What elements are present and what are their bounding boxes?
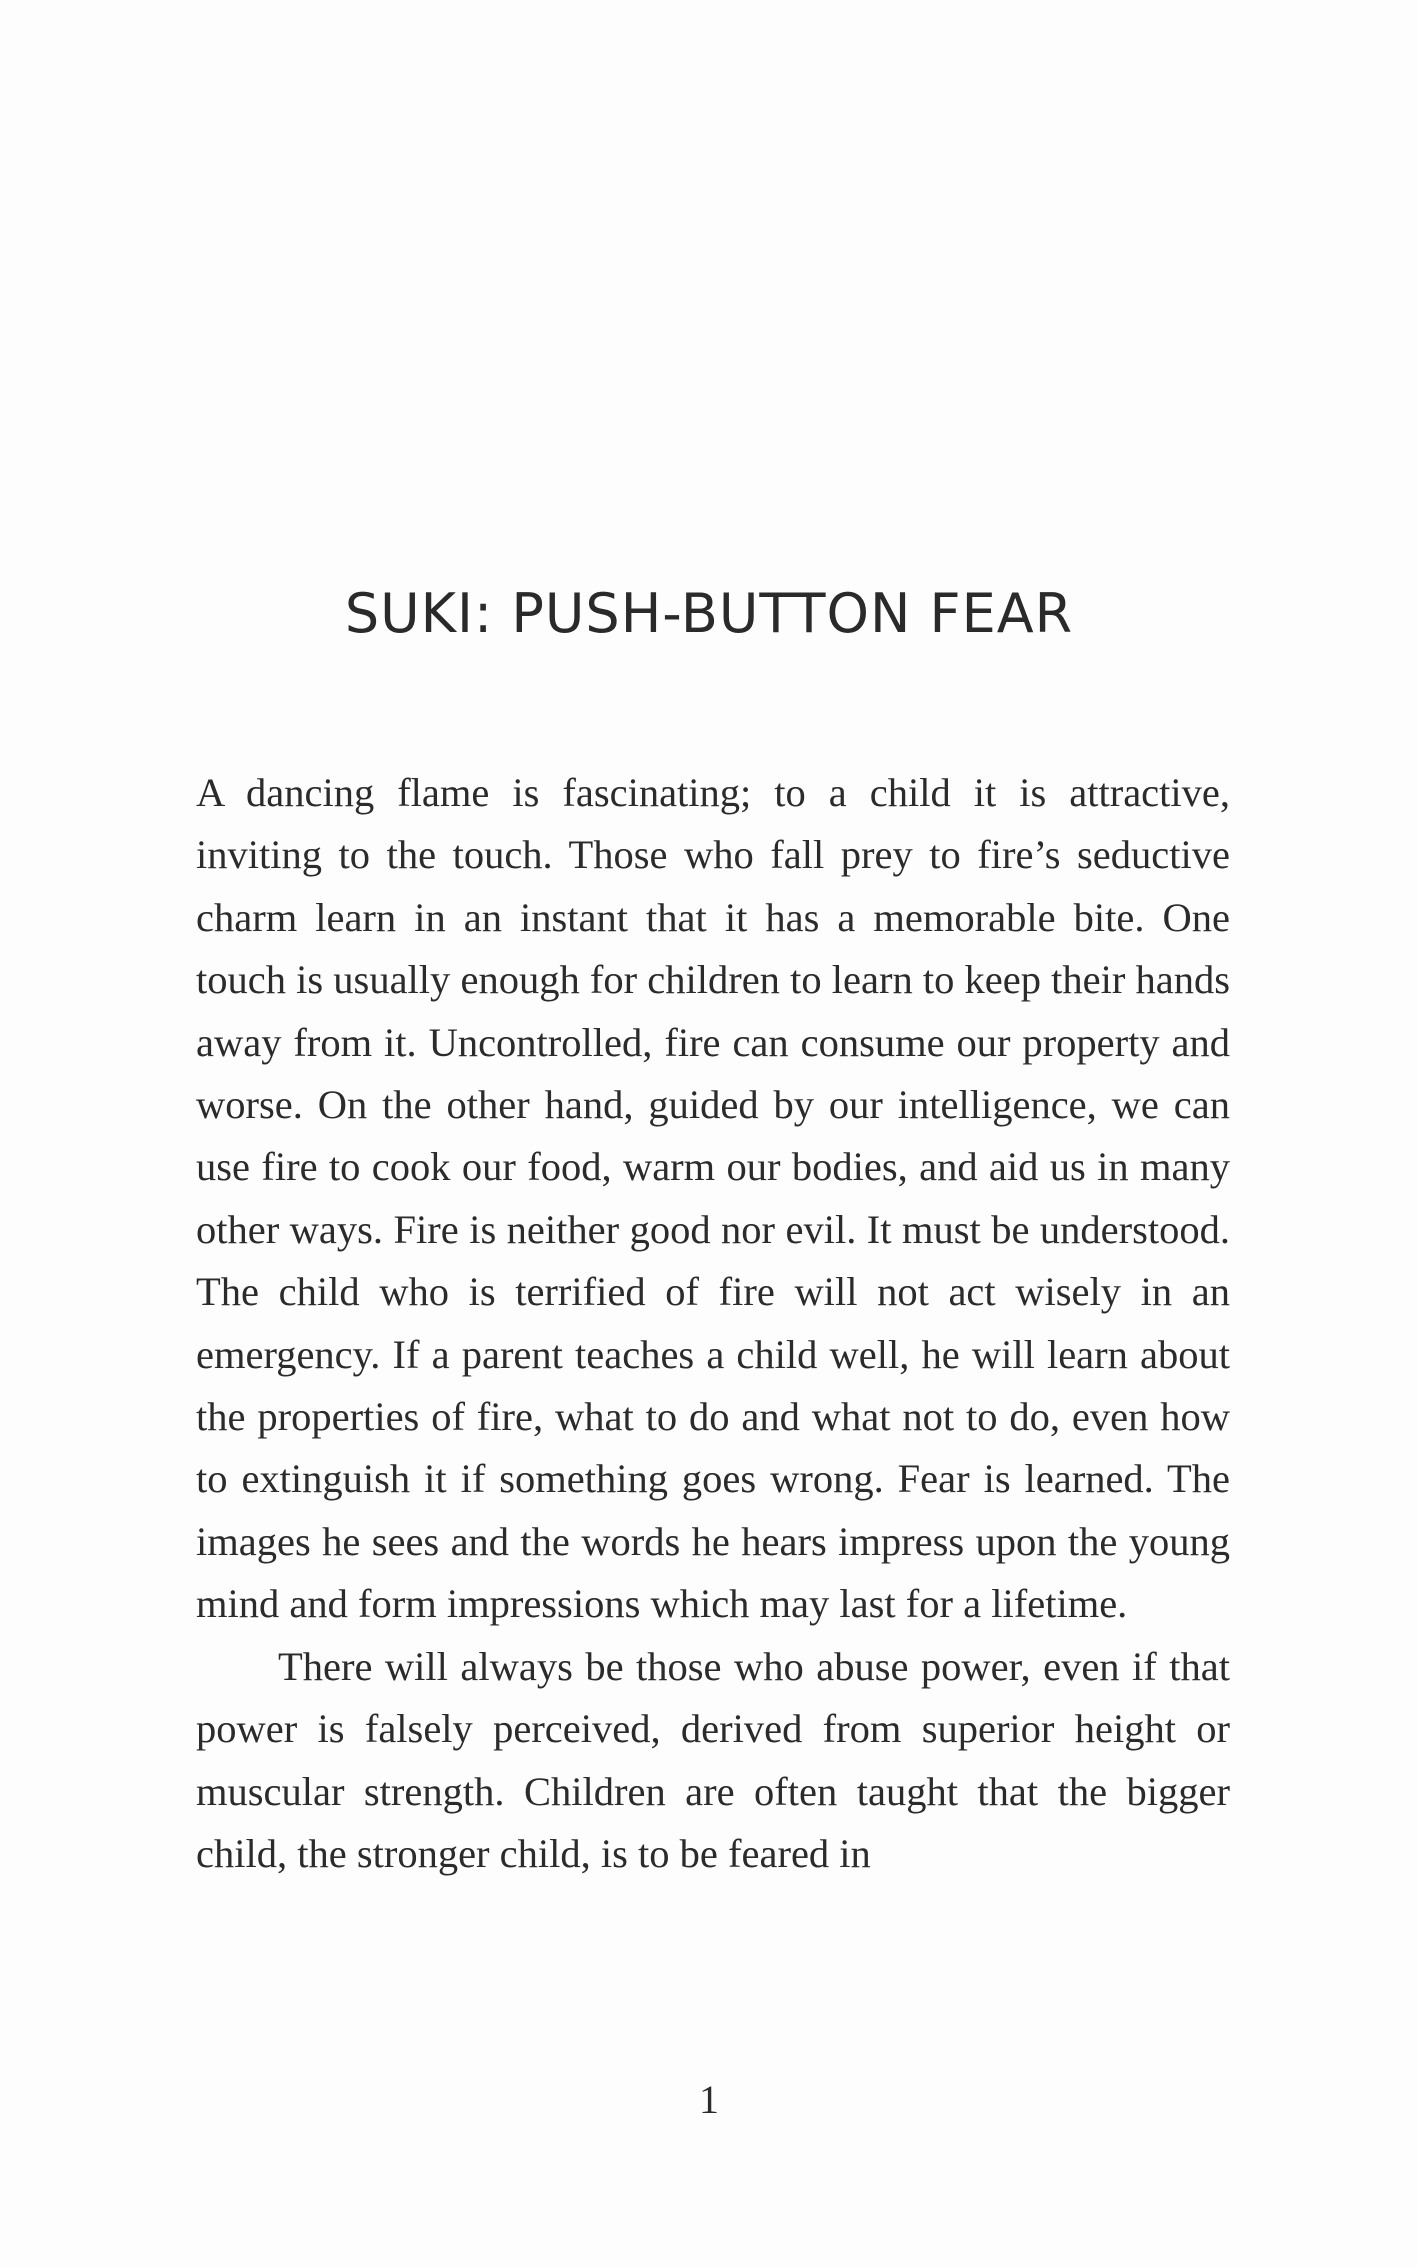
chapter-title: SUKI: PUSH-BUTTON FEAR xyxy=(344,582,1074,645)
paragraph-2: There will always be those who abuse power, even if that power is falsely perceived, derived from superior height or muscular strength. Children are often taught that the bigger child, the stronger child, is to be feared in xyxy=(196,1643,1230,1876)
page-number: 1 xyxy=(699,2077,719,2122)
body-text xyxy=(196,762,1230,1885)
paragraph-1: A dancing flame is fascinating; to a child it is attractive, inviting to the touch. Those who fall prey to fire’s seductive charm learn in an instant that it has a memorable bite. One touch is usually enough for children to learn to keep their hands away from it. Uncontrolled, fire can consume our property and worse. On the other hand, guided by our intelligence, we can use fire to cook our food, warm our bodies, and aid us in many other ways. Fire is neither good nor evil. It must be understood. The child who is terrified of fire will not act wisely in an emergency. If a parent teaches a child well, he will learn about the properties of fire, what to do and what not to do, even how to extinguish it if something goes wrong. Fear is learned. The images he sees and the words he hears impress upon the young mind and form impressions which may last for a lifetime. xyxy=(196,770,1230,1627)
